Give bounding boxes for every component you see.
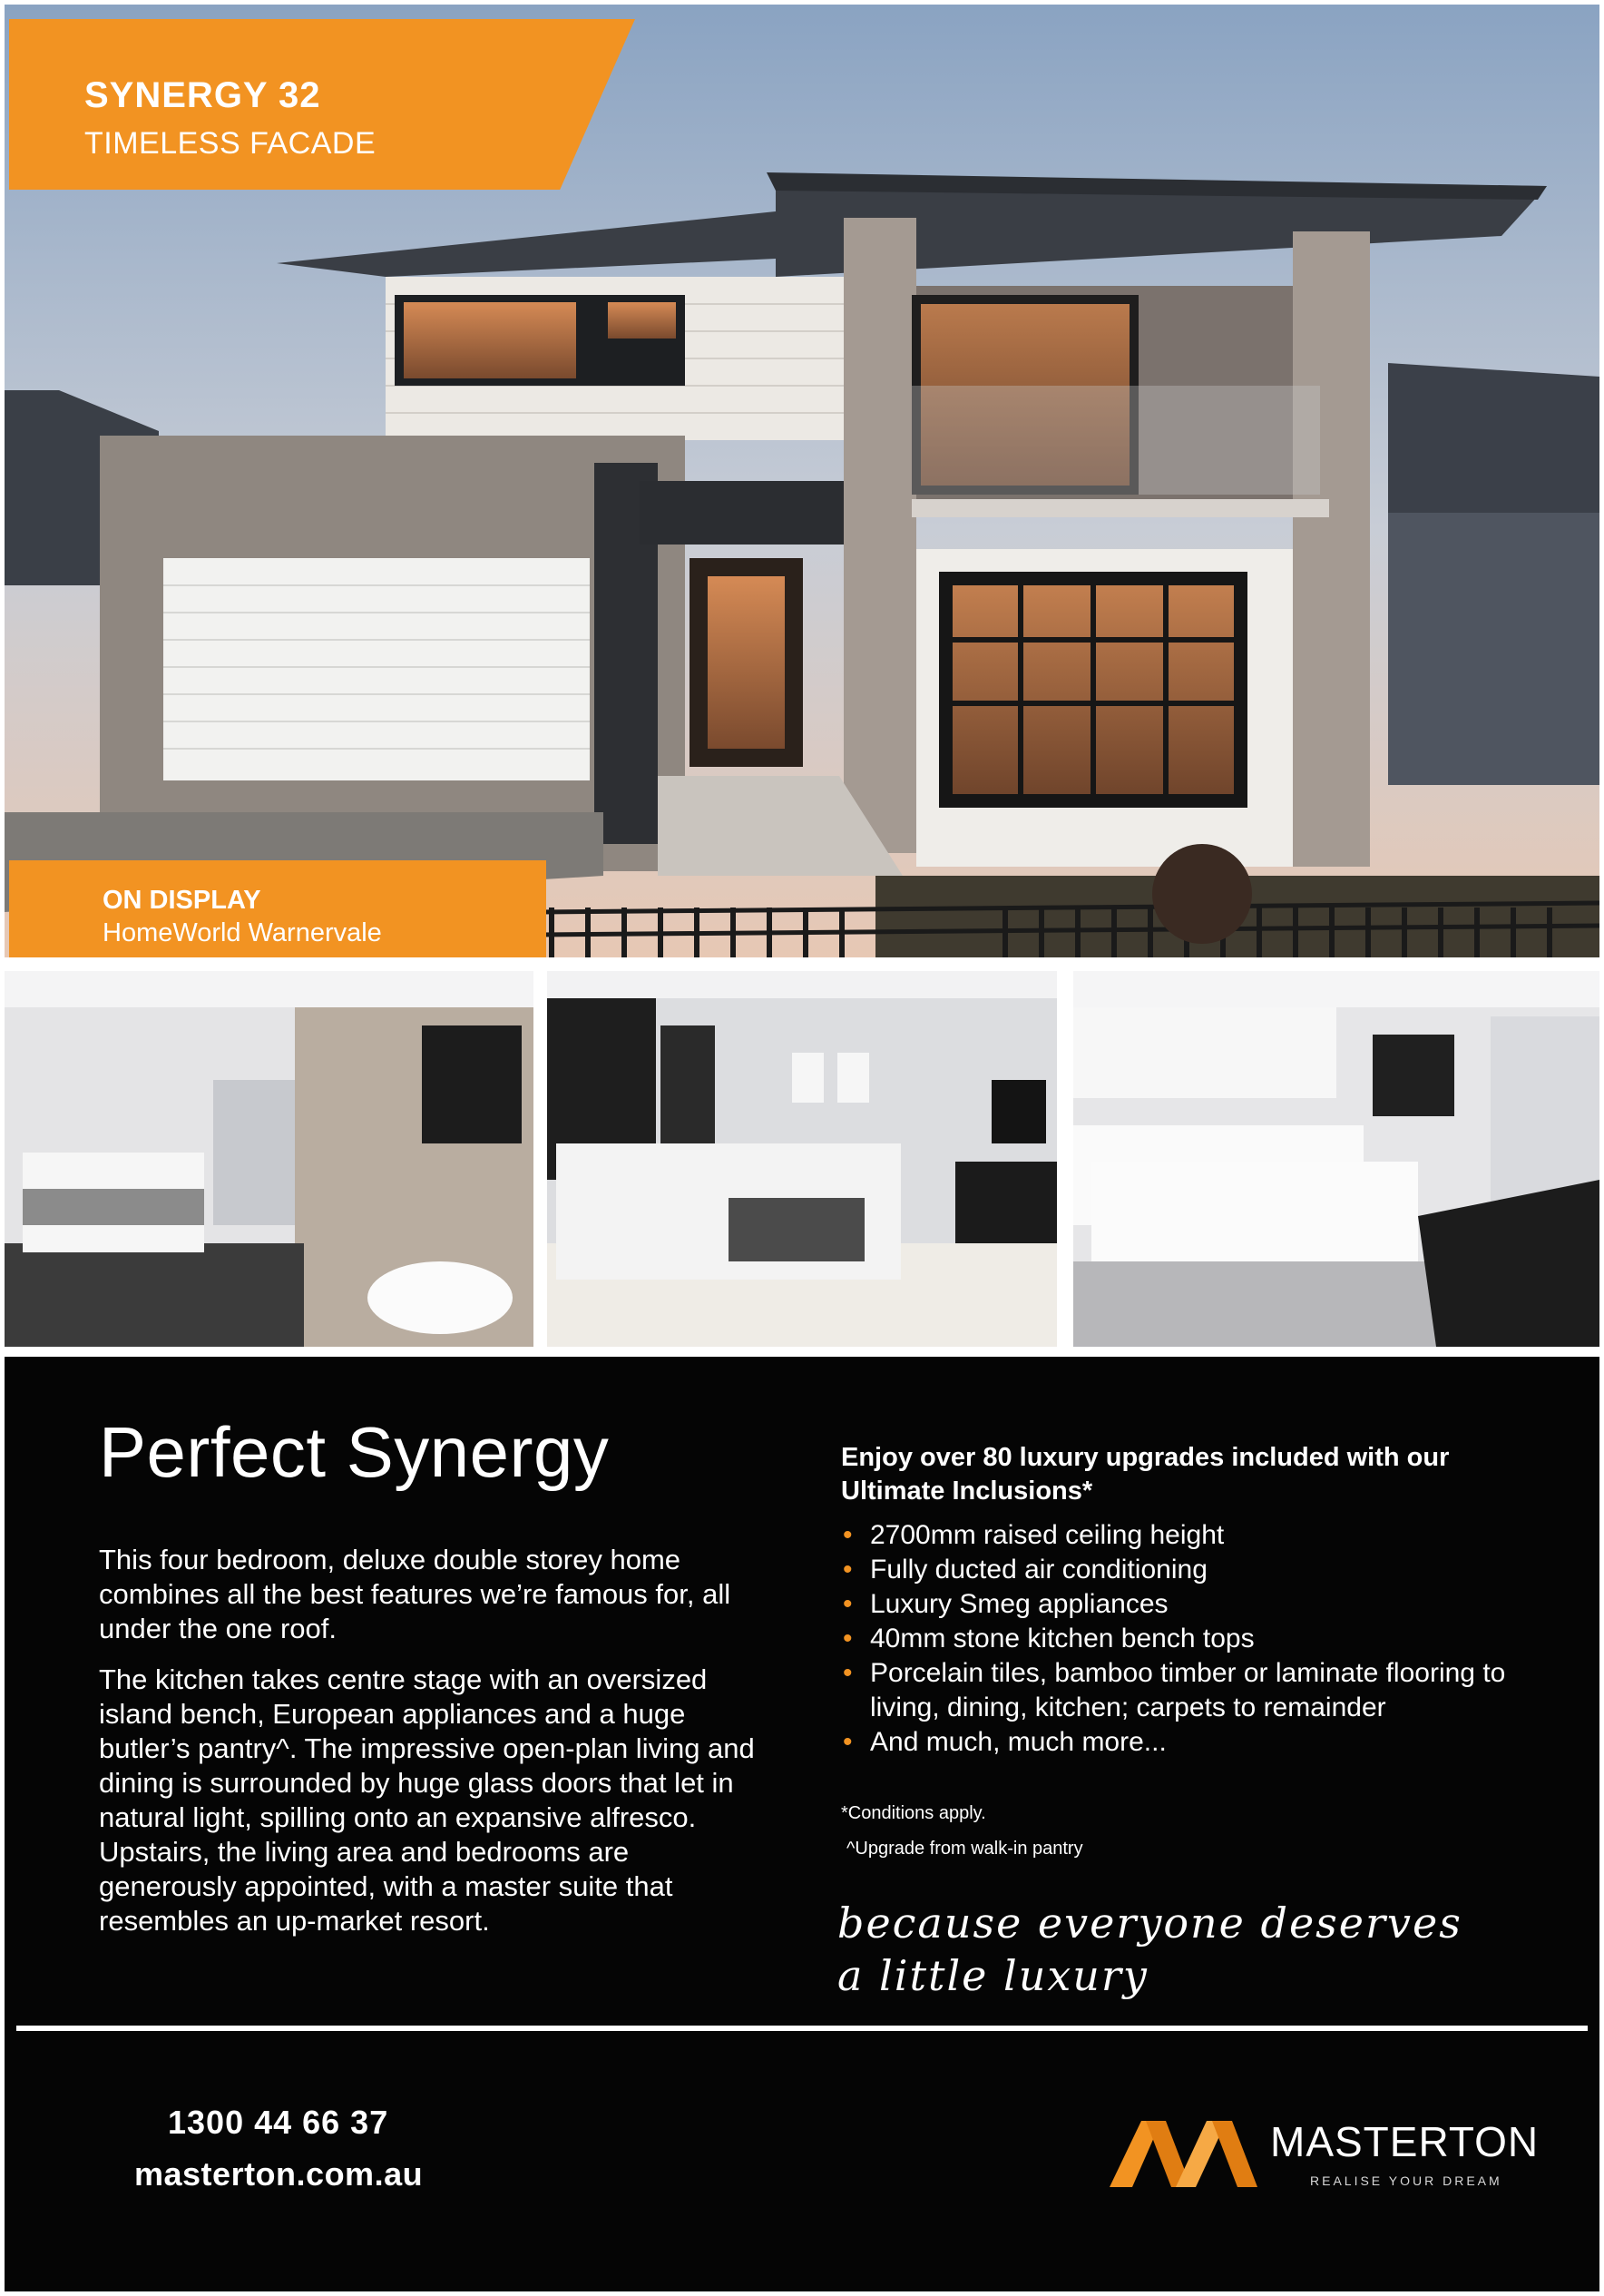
headline: Perfect Synergy xyxy=(99,1412,610,1492)
facade-name: TIMELESS FACADE xyxy=(84,126,377,161)
model-banner xyxy=(9,19,635,190)
info-panel xyxy=(5,1357,1599,2291)
on-display-banner xyxy=(9,860,546,957)
living-room-photo xyxy=(547,971,1057,1347)
model-name: SYNERGY 32 xyxy=(84,75,321,115)
brand-logo xyxy=(1105,2101,1540,2201)
list-item xyxy=(841,1518,1531,1553)
intro-paragraph: This four bedroom, deluxe double storey home combines all the best features we’re famous for, all under the one roof. xyxy=(99,1544,731,1644)
brand-name: MASTERTON xyxy=(1270,2118,1540,2165)
inclusions-list xyxy=(841,1518,1531,1760)
description-paragraph: The kitchen takes centre stage with an oversized island bench, European appliances and a huge butler’s pantry^. The impressive open-plan living and dining is surrounded by huge glass doors that let in natural light, spilling onto an expansive alfresco. Upstairs, the living area and bedrooms are generously appointed, with a master suite that resembles an up-market resort. xyxy=(99,1663,755,1937)
inclusion-text: Fully ducted air conditioning xyxy=(870,1555,1208,1585)
list-item xyxy=(841,1622,1531,1656)
list-item xyxy=(841,1587,1531,1622)
bullet-icon: • xyxy=(843,1624,853,1653)
list-item xyxy=(841,1656,1531,1725)
bullet-icon: • xyxy=(843,1589,853,1619)
pantry-footnote: ^Upgrade from walk-in pantry xyxy=(846,1839,1083,1859)
script-tagline: because everyone deserves a little luxury xyxy=(837,1899,1462,2000)
brand-tagline: REALISE YOUR DREAM xyxy=(1310,2173,1502,2188)
list-item xyxy=(841,1553,1531,1587)
masterton-m-icon xyxy=(1105,2101,1268,2201)
kitchen-illustration xyxy=(1073,971,1599,1347)
inclusion-text: Luxury Smeg appliances xyxy=(870,1589,1169,1619)
list-item xyxy=(841,1725,1531,1760)
on-display-label: ON DISPLAY xyxy=(103,886,261,915)
bullet-icon: • xyxy=(843,1658,853,1688)
bullet-icon: • xyxy=(843,1727,853,1757)
phone-number[interactable]: 1300 44 66 37 xyxy=(168,2104,389,2141)
divider xyxy=(16,2026,1588,2031)
hero-photo xyxy=(5,5,1599,957)
display-location: HomeWorld Warnervale xyxy=(103,918,382,947)
inclusion-text: And much, much more... xyxy=(870,1727,1167,1757)
inclusion-text: Porcelain tiles, bamboo timber or laminate flooring to living, dining, kitchen; carpets to remainder xyxy=(870,1658,1506,1722)
living-room-illustration xyxy=(547,971,1057,1347)
inclusion-text: 2700mm raised ceiling height xyxy=(870,1520,1225,1550)
bullet-icon: • xyxy=(843,1555,853,1585)
website-link[interactable]: masterton.com.au xyxy=(134,2155,424,2193)
bedroom-illustration xyxy=(5,971,533,1347)
conditions-footnote: *Conditions apply. xyxy=(841,1803,986,1823)
inclusion-text: 40mm stone kitchen bench tops xyxy=(870,1624,1255,1653)
inclusions-heading: Enjoy over 80 luxury upgrades included with our Ultimate Inclusions* xyxy=(841,1443,1450,1506)
kitchen-photo xyxy=(1073,971,1599,1347)
bullet-icon: • xyxy=(843,1520,853,1550)
bedroom-photo xyxy=(5,971,533,1347)
